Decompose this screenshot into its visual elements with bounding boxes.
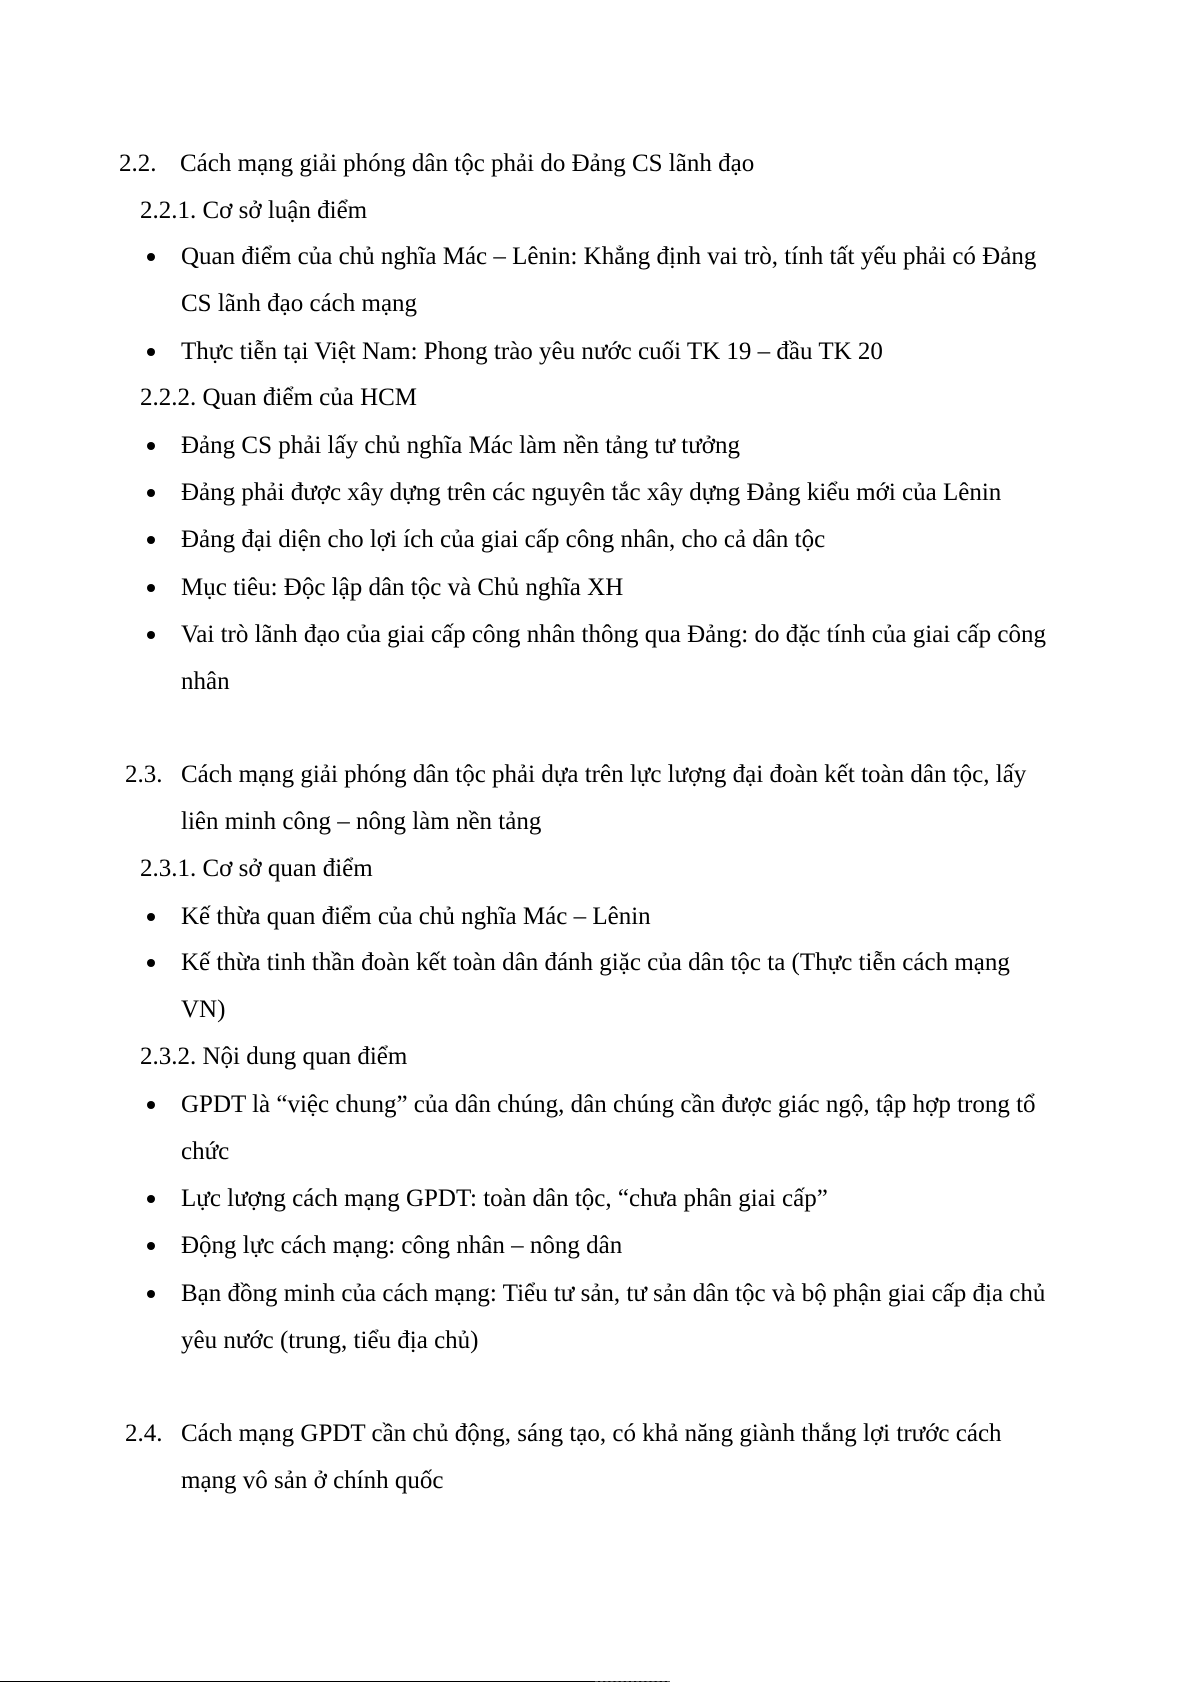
- list-item: Bạn đồng minh của cách mạng: Tiểu tư sản, tư sản dân tộc và bộ phận giai cấp địa chủ: [181, 1280, 1046, 1307]
- section-heading: Cách mạng GPDT cần chủ động, sáng tạo, có khả năng giành thắng lợi trước cách: [181, 1420, 1002, 1447]
- bullet-icon: [147, 913, 155, 921]
- section-number: 2.2.: [119, 150, 157, 177]
- section-heading-continuation: liên minh công – nông làm nền tảng: [181, 808, 542, 835]
- section-heading: Cách mạng giải phóng dân tộc phải dựa trên lực lượng đại đoàn kết toàn dân tộc, lấy: [181, 761, 1027, 788]
- bullet-icon: [147, 442, 155, 450]
- bullet-icon: [147, 253, 155, 261]
- footer-divider-dashed: [595, 1681, 670, 1682]
- bullet-icon: [147, 959, 155, 967]
- section-number: 2.3.: [125, 761, 163, 788]
- subsection-heading: 2.3.1. Cơ sở quan điểm: [140, 855, 373, 882]
- section-heading: Cách mạng giải phóng dân tộc phải do Đảng CS lãnh đạo: [180, 150, 755, 177]
- list-item: Đảng CS phải lấy chủ nghĩa Mác làm nền tảng tư tưởng: [181, 432, 740, 459]
- list-item-continuation: VN): [181, 996, 226, 1023]
- subsection-heading: 2.2.1. Cơ sở luận điểm: [140, 197, 368, 224]
- section-heading-continuation: mạng vô sản ở chính quốc: [181, 1467, 444, 1494]
- list-item-continuation: nhân: [181, 668, 230, 695]
- list-item: Kế thừa tinh thần đoàn kết toàn dân đánh giặc của dân tộc ta (Thực tiễn cách mạng: [181, 949, 1010, 976]
- list-item: Đảng phải được xây dựng trên các nguyên tắc xây dựng Đảng kiểu mới của Lênin: [181, 479, 1002, 506]
- footer-divider: [0, 1681, 670, 1682]
- subsection-heading: 2.2.2. Quan điểm của HCM: [140, 384, 418, 411]
- list-item: Quan điểm của chủ nghĩa Mác – Lênin: Khẳng định vai trò, tính tất yếu phải có Đảng: [181, 243, 1037, 270]
- list-item: Vai trò lãnh đạo của giai cấp công nhân thông qua Đảng: do đặc tính của giai cấp công: [181, 621, 1046, 648]
- bullet-icon: [147, 631, 155, 639]
- bullet-icon: [147, 348, 155, 356]
- list-item: Kế thừa quan điểm của chủ nghĩa Mác – Lênin: [181, 903, 651, 930]
- section-number: 2.4.: [125, 1420, 163, 1447]
- bullet-icon: [147, 1242, 155, 1250]
- bullet-icon: [147, 584, 155, 592]
- list-item: Thực tiễn tại Việt Nam: Phong trào yêu nước cuối TK 19 – đầu TK 20: [181, 338, 883, 365]
- list-item: Động lực cách mạng: công nhân – nông dân: [181, 1232, 623, 1259]
- list-item: Đảng đại diện cho lợi ích của giai cấp công nhân, cho cả dân tộc: [181, 526, 826, 553]
- bullet-icon: [147, 1290, 155, 1298]
- bullet-icon: [147, 489, 155, 497]
- bullet-icon: [147, 1195, 155, 1203]
- list-item-continuation: chức: [181, 1138, 230, 1165]
- bullet-icon: [147, 1101, 155, 1109]
- subsection-heading: 2.3.2. Nội dung quan điểm: [140, 1043, 408, 1070]
- list-item: Mục tiêu: Độc lập dân tộc và Chủ nghĩa XH: [181, 574, 624, 601]
- list-item: GPDT là “việc chung” của dân chúng, dân chúng cần được giác ngộ, tập hợp trong tổ: [181, 1091, 1036, 1118]
- list-item-continuation: CS lãnh đạo cách mạng: [181, 290, 418, 317]
- list-item: Lực lượng cách mạng GPDT: toàn dân tộc, “chưa phân giai cấp”: [181, 1185, 828, 1212]
- bullet-icon: [147, 536, 155, 544]
- list-item-continuation: yêu nước (trung, tiểu địa chủ): [181, 1327, 479, 1354]
